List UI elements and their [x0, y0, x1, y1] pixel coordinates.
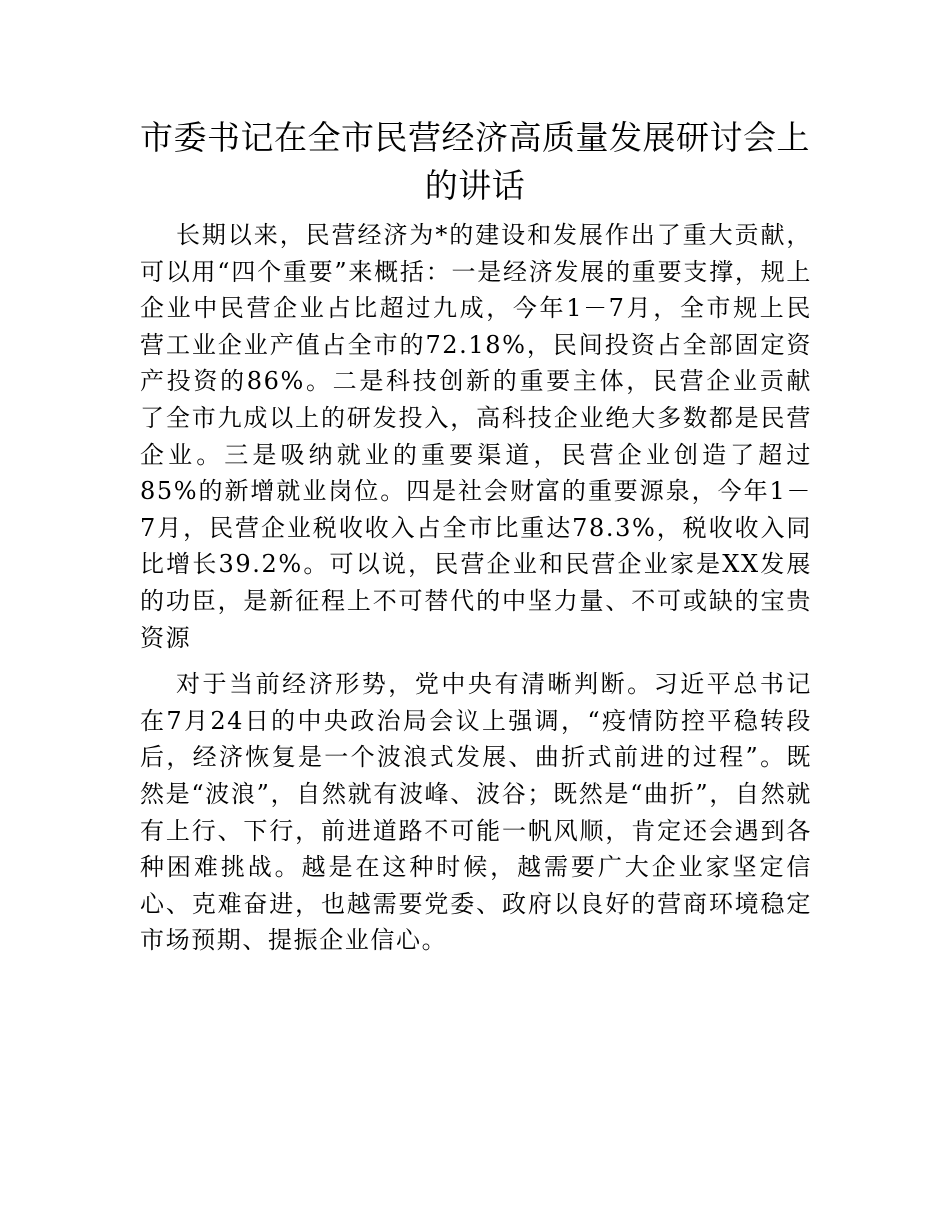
paragraph-2: 对于当前经济形势，党中央有清晰判断。习近平总书记在7月24日的中央政治局会议上强调，“疫情防控平稳转段后，经济恢复是一个波浪式发展、曲折式前进的过程”。既然是“波浪”，自然就有波峰、波谷；既然是“曲折”，自然就有上行、下行，前进道路不可能一帆风顺，肯定还会遇到各种困难挑战。越是在这种时候，越需要广大企业家坚定信心、克难奋进，也越需要党委、政府以良好的营商环境稳定市场预期、提振企业信心。: [140, 670, 812, 955]
paragraph-1: 长期以来，民营经济为*的建设和发展作出了重大贡献，可以用“四个重要”来概括：一是经济发展的重要支撑，规上企业中民营企业占比超过九成，今年1－7月，全市规上民营工业企业产值占全市的72.18%，民间投资占全部固定资产投资的86%。二是科技创新的重要主体，民营企业贡献了全市九成以上的研发投入，高科技企业绝大多数都是民营企业。三是吸纳就业的重要渠道，民营企业创造了超过85%的新增就业岗位。四是社会财富的重要源泉，今年1－7月，民营企业税收收入占全市比重达78.3%，税收收入同比增长39.2%。可以说，民营企业和民营企业家是XX发展的功臣，是新征程上不可替代的中坚力量、不可或缺的宝贵资源: [140, 221, 812, 652]
document-title: 市委书记在全市民营经济高质量发展研讨会上的讲话: [140, 118, 810, 205]
document-body: [140, 217, 812, 959]
